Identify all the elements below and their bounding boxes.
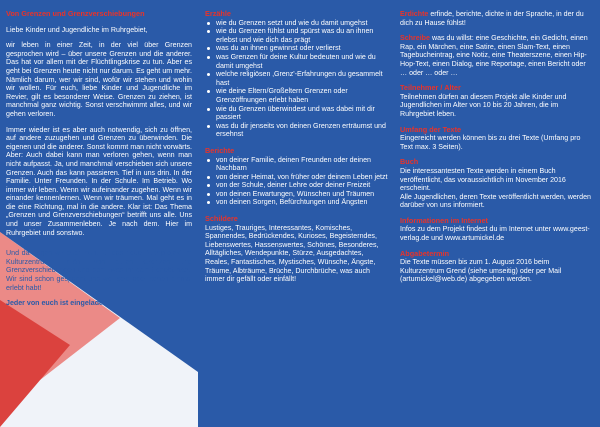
intro-heading: Von Grenzen und Grenzverschiebungen bbox=[6, 10, 145, 18]
schreibe-heading: Schreibe bbox=[400, 34, 430, 43]
column-topics bbox=[205, 10, 389, 284]
schreibe-text: was du willst: eine Geschichte, ein Gedicht, einen Rap, ein Märchen, eine Satire, einen Slam-Text, einen Tagebucheintrag, eine Notiz, eine Theaterszene, einen Hip-Hop-Text, einen Dialog, eine Reportage, einen Bericht oder … oder … oder … bbox=[400, 34, 588, 77]
abgabe-block bbox=[400, 250, 592, 284]
erdichte-heading: Erdichte bbox=[400, 10, 429, 18]
erdichte-text: erfinde, berichte, dichte in der Sprache, in der du dich zu Hause fühlst! bbox=[400, 10, 584, 27]
teilnehmer-heading: Teilnehmer / Alter bbox=[400, 83, 461, 93]
buch-text-1: Die interessantesten Texte werden in einem Buch veröffentlicht, das voraussichtlich im November 2016 erscheint. bbox=[400, 166, 566, 193]
schreibe-block bbox=[400, 34, 592, 77]
buch-block bbox=[400, 158, 592, 210]
teilnehmer-block bbox=[400, 84, 592, 118]
info-heading: Informationen im Internet bbox=[400, 215, 488, 225]
umfang-text: Eingereicht werden können bis zu drei Texte (Umfang pro Text max. 3 Seiten). bbox=[400, 134, 581, 151]
list-item: von deiner Familie, deinen Freunden oder deinen Nachbarn bbox=[205, 156, 389, 173]
list-item: von deinen Erwartungen, Wünschen und Träumen bbox=[205, 190, 389, 199]
list-item: wie du Grenzen überwindest und was dabei mit dir passiert bbox=[205, 105, 389, 122]
info-block bbox=[400, 217, 592, 243]
list-item: von deinen Sorgen, Befürchtungen und Ängsten bbox=[205, 198, 389, 207]
column-details bbox=[400, 10, 592, 291]
intro-closing: Jeder von euch ist eingeladen! bbox=[6, 299, 110, 308]
buch-heading: Buch bbox=[400, 157, 419, 167]
buch-text-2: Alle Jugendlichen, deren Texte veröffentlicht werden, werden darüber von uns informiert. bbox=[400, 192, 591, 210]
list-item: von deiner Heimat, von früher oder deinem Leben jetzt bbox=[205, 173, 389, 182]
list-item: was du dir jenseits von deinen Grenzen erträumst und ersehnst bbox=[205, 122, 389, 139]
list-item: was Grenzen für deine Kultur bedeuten und wie du damit umgehst bbox=[205, 53, 389, 70]
berichte-list bbox=[205, 156, 389, 208]
list-item: was du an ihnen gewinnst oder verlierst bbox=[205, 44, 389, 53]
abgabe-text: Die Texte müssen bis zum 1. August 2016 beim Kulturzentrum Grend (siehe umseitig) oder per Mail (artumickel@web.de) abgegeben werden. bbox=[400, 258, 562, 284]
teilnehmer-text: Teilnehmen dürfen an diesem Projekt alle Kinder und Jugendlichen im Alter von 10 bis 20 Jahren, die im Ruhrgebiet leben. bbox=[400, 92, 567, 118]
intro-paragraph-3: Und da fragen wir euch nun, für das neue Buchprojekt im Kulturzentrum! Erzählt von euren Grenzen und Grenzverschiebungen und dem, was ihr damit erlebt habt. Wir sind schon gespannt und wer seid oder schon einmal erlebt habt! bbox=[6, 249, 192, 292]
intro-greeting: Liebe Kinder und Jugendliche im Ruhrgebiet, bbox=[6, 25, 148, 34]
intro-paragraph-2: Immer wieder ist es aber auch notwendig, sich zu öffnen, auf andere zuzugehen und Grenzen zu überwinden. Die eigenen und die anderer. Sonst kommt man nicht vorwärts. Aber: Auch dabei kann man verloren gehen, wenn man nicht aufpasst. Ja, und manchmal verschieben sich unsere Grenzen. Auch das kann passieren. Tief in uns drin. In der Familie. Unter Freunden. In der Schule. Im Betrieb. Wo immer wir leben. Wenn wir aufeinander zugehen. Wenn wir einander kennenlernen. Wenn wir träumen. Mal geht es in die eine Richtung, mal in die andere. Klar ist: Das Thema „Grenzen und Grenzverschiebungen“ betrifft uns alle. Uns und unser Zusammenleben. Je nach dem. Hier im Ruhrgebiet und sonstwo. bbox=[6, 125, 192, 237]
abgabe-heading: Abgabetermin bbox=[400, 248, 450, 258]
column-intro bbox=[6, 10, 192, 308]
umfang-block bbox=[400, 126, 592, 152]
list-item: wie du Grenzen setzt und wie du damit umgehst bbox=[205, 19, 389, 28]
list-item: von der Schule, deiner Lehre oder deiner Freizeit bbox=[205, 181, 389, 190]
info-text: Infos zu dem Projekt findest du im Internet unter www.geest-verlag.de und www.artumickel.de bbox=[400, 225, 590, 243]
intro-paragraph-1: wir leben in einer Zeit, in der viel über Grenzen gesprochen wird – über unsere Grenzen und die anderer. Das hat vor allem mit der Flüchtlingskrise zu tun. Aber es geht bei Grenzen heute nicht nur darum. Es geht um mehr. Nämlich darum, wer wir sind, wofür wir stehen und wohin wir wollen. Für euch, liebe Kinder und Jugendliche im Revier, gilt es besonderer Weise. Grenzen zu ziehen, ist manchmal ganz wichtig. Sonst verschwimmt alles, und wir gehen verloren. bbox=[6, 41, 192, 118]
erdichte-block bbox=[400, 10, 592, 27]
erzaehle-list bbox=[205, 19, 389, 139]
schildere-text: Lustiges, Trauriges, Interessantes, Komisches, Spannendes, Bedrückendes, Kurioses, Begeisterndes, Liebenswertes, Hassenswertes, Schönes, Besonderes, Alltägliches, Wendepunkte, Stürze, Ausgedachtes, Reales, Fantastisches, Mystisches, Wünsche, Ängste, Träume, Albträume, Brüche, Durchbrüche, was auch immer dir gefällt oder einfällt! bbox=[205, 223, 379, 284]
list-item: wie du Grenzen fühlst und spürst was du an ihnen erlebst und wie dich das prägt bbox=[205, 27, 389, 44]
schildere-heading: Schildere bbox=[205, 214, 238, 224]
berichte-heading: Berichte bbox=[205, 145, 235, 155]
list-item: welche religiösen ‚Grenz'-Erfahrungen du gesammelt hast bbox=[205, 70, 389, 87]
umfang-heading: Umfang der Texte bbox=[400, 124, 462, 134]
list-item: wie deine Eltern/Großeltern Grenzen oder Grenzöffnungen erlebt haben bbox=[205, 87, 389, 104]
erzaehle-heading: Erzähle bbox=[205, 10, 231, 18]
